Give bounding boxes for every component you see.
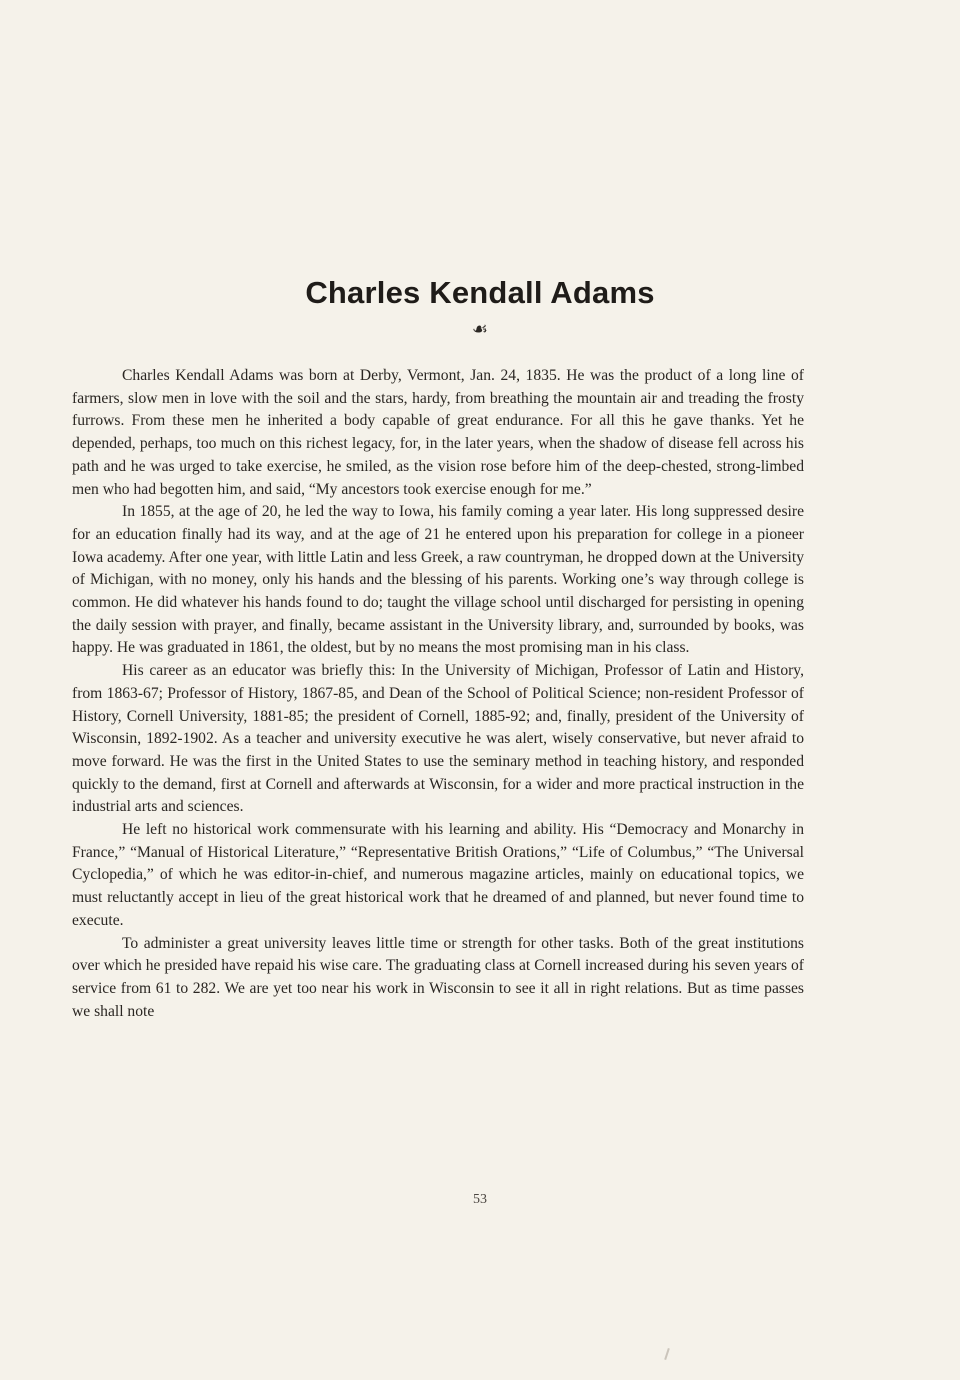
paragraph-1: Charles Kendall Adams was born at Derby, Vermont, Jan. 24, 1835. He was the product of a long line of farmers, slow men in love with the soil and the stars, hardy, from breathing the mountain air and treading the frosty furrows. From these men he inherited a body capable of great endurance. For all this he gave thanks. Yet he depended, perhaps, too much on this richest legacy, for, in the later years, when the shadow of disease fell across his path and he was urged to take exercise, he smiled, as the vision rose before him of the deep-chested, strong-limbed men who had begotten him, and said, “My ancestors took exercise enough for me.” [72,367,804,498]
paragraph-5: To administer a great university leaves little time or strength for other tasks. Both of the great institutions over which he presided have repaid his wise care. The graduating class at Cornell increased during his seven years of service from 61 to 282. We are yet too near his work in Wisconsin to see it all in right relations. But as time passes we shall note [72,934,804,1020]
page-title: Charles Kendall Adams [305,274,655,310]
paragraph-4: He left no historical work commensurate with his learning and ability. His “Democracy and Monarchy in France,” “Manual of Historical Literature,” “Representative British Orations,” “Life of Columbus,” “The Universal Cyclopedia,” of which he was editor-in-chief, and numerous magazine articles, mainly on educational topics, we must reluctantly accept in lieu of the great historical work that he dreamed of and planned, but never found time to execute. [72,821,804,929]
paragraph-2: In 1855, at the age of 20, he led the way to Iowa, his family coming a year later. His long suppressed desire for an education finally had its way, and at the age of 21 he entered upon his preparation for college in a pioneer Iowa academy. After one year, with little Latin and less Greek, a raw countryman, he dropped down at the University of Michigan, with no money, only his hands and the blessing of his parents. Working one’s way through college is common. He did whatever his hands found to do; taught the village school until discharged for persisting in opening the daily session with prayer, and finally, became assistant in the University library, and, surrounded by books, was happy. He was graduated in 1861, the oldest, but by no means the most promising man in his class. [72,503,804,657]
body-text [72,365,804,1023]
paragraph-3: His career as an educator was briefly this: In the University of Michigan, Professor of Latin and History, from 1863-67; Professor of History, 1867-85, and Dean of the School of Political Science; non-resident Professor of History, Cornell University, 1881-85; the president of Cornell, 1885-92; and, finally, president of the University of Wisconsin, 1892-1902. As a teacher and university executive he was alert, wisely conservative, but never afraid to move forward. He was the first in the United States to use the seminary method in teaching history, and responded quickly to the demand, first at Cornell and afterwards at Wisconsin, for a wider and more practical instruction in the industrial arts and sciences. [72,662,804,816]
ornament-icon: ☙ [471,319,489,340]
page-number: 53 [473,1192,487,1207]
scan-mark [664,1348,670,1360]
